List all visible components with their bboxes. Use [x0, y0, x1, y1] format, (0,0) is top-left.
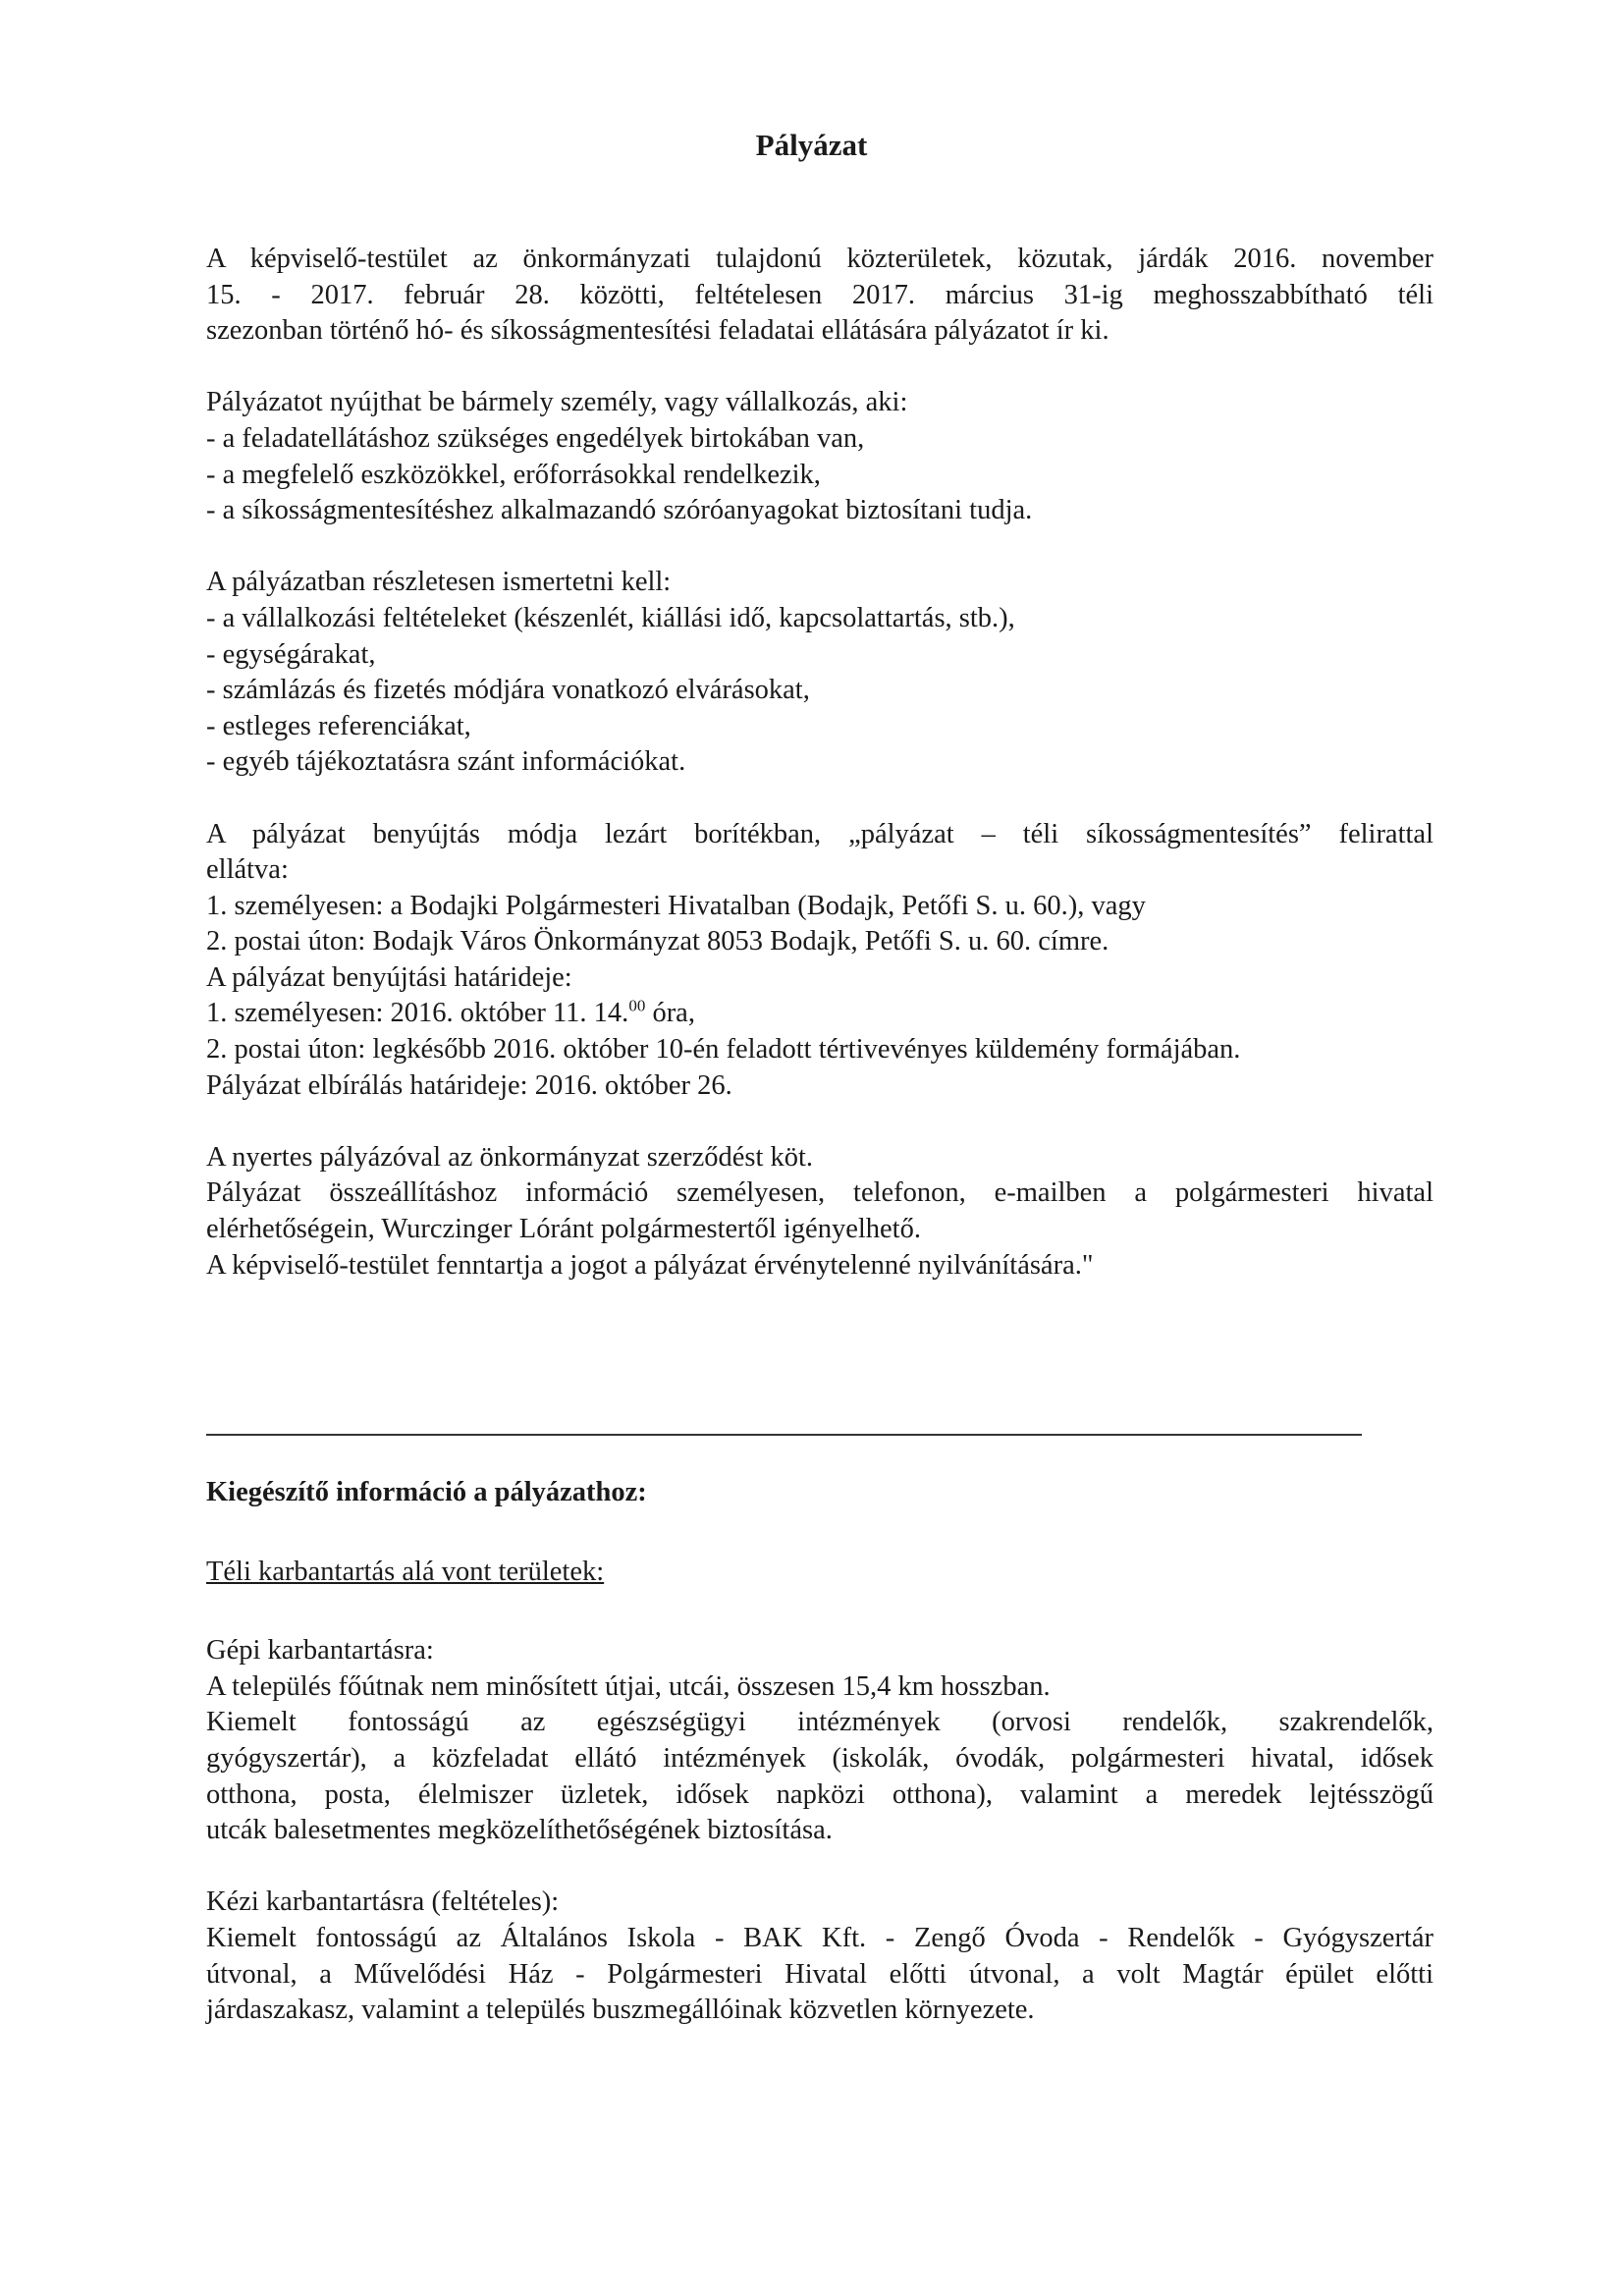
- details-item: - egységárakat,: [206, 638, 376, 670]
- details-item: - számlázás és fizetés módjára vonatkozó elvárásokat,: [206, 675, 810, 706]
- machine-maintenance-line: Kiemelt fontosságú az egészségügyi intézmények (orvosi rendelők, szakrendelők,: [206, 1707, 1434, 1738]
- closing-line: Pályázat összeállításhoz információ személyesen, telefonon, e-mailben a polgármesteri hivatal: [206, 1177, 1434, 1209]
- eligibility-lead: Pályázatot nyújthat be bármely személy, vagy vállalkozás, aki:: [206, 387, 908, 418]
- document-title: Pályázat: [755, 128, 868, 162]
- intro-line: szezonban történő hó- és síkosságmentesítési feladatai ellátására pályázatot ír ki.: [206, 315, 1109, 347]
- submission-method: 2. postai úton: Bodajk Város Önkormányzat 8053 Bodajk, Petőfi S. u. 60. címre.: [206, 926, 1109, 957]
- machine-maintenance-line: utcák balesetmentes megközelíthetőségének biztosítása.: [206, 1815, 833, 1846]
- submission-line: ellátva:: [206, 854, 289, 886]
- machine-maintenance-line: gyógyszertár), a közfeladat ellátó intézmények (iskolák, óvodák, polgármesteri hivatal, idősek: [206, 1742, 1434, 1774]
- deadline-personal: [206, 996, 1434, 1032]
- evaluation-deadline: Pályázat elbírálás határideje: 2016. október 26.: [206, 1069, 732, 1101]
- deadline-personal-suffix: óra,: [645, 998, 695, 1029]
- manual-maintenance-line: Kiemelt fontosságú az Általános Iskola - BAK Kft. - Zengő Óvoda - Rendelők - Gyógyszertár: [206, 1922, 1434, 1953]
- supplement-heading: Kiegészítő információ a pályázathoz:: [206, 1477, 647, 1507]
- section-divider: [206, 1434, 1362, 1436]
- deadline-personal-text: 1. személyesen: 2016. október 11. 14.: [206, 998, 629, 1029]
- machine-maintenance-label: Gépi karbantartásra:: [206, 1635, 434, 1667]
- manual-maintenance-line: járdaszakasz, valamint a település buszmegállóinak közvetlen környezete.: [206, 1995, 1035, 2026]
- eligibility-item: - a síkosságmentesítéshez alkalmazandó szóróanyagokat biztosítani tudja.: [206, 495, 1033, 526]
- closing-line: elérhetőségein, Wurczinger Lóránt polgármestertől igényelhető.: [206, 1214, 921, 1245]
- deadline-postal: 2. postai úton: legkésőbb 2016. október 10-én feladott tértivevényes küldemény formájában.: [206, 1034, 1241, 1066]
- submission-method: 1. személyesen: a Bodajki Polgármesteri Hivatalban (Bodajk, Petőfi S. u. 60.), vagy: [206, 890, 1146, 921]
- eligibility-item: - a feladatellátáshoz szükséges engedélyek birtokában van,: [206, 422, 865, 454]
- main-body: [206, 242, 1434, 1284]
- deadline-lead: A pályázat benyújtási határideje:: [206, 961, 572, 993]
- closing-line: A nyertes pályázóval az önkormányzat szerződést köt.: [206, 1141, 814, 1173]
- details-item: - estleges referenciákat,: [206, 710, 471, 741]
- submission-line: A pályázat benyújtás módja lezárt borítékban, „pályázat – téli síkosságmentesítés” felirattal: [206, 818, 1434, 849]
- intro-line: A képviselő-testület az önkormányzati tulajdonú közterületek, közutak, járdák 2016. november: [206, 244, 1434, 274]
- manual-maintenance-label: Kézi karbantartásra (feltételes):: [206, 1886, 560, 1918]
- manual-maintenance-line: útvonal, a Művelődési Ház - Polgármesteri Hivatal előtti útvonal, a volt Magtár épület előtti: [206, 1958, 1434, 1990]
- supplement-subheading: Téli karbantartás alá vont területek:: [206, 1556, 605, 1587]
- supplement-section: [206, 1475, 1434, 2029]
- machine-maintenance-line: otthona, posta, élelmiszer üzletek, idősek napközi otthona), valamint a meredek lejtésszögű: [206, 1778, 1434, 1810]
- machine-maintenance-line: A település főútnak nem minősített útjai, utcái, összesen 15,4 km hosszban.: [206, 1670, 1051, 1702]
- closing-line: A képviselő-testület fenntartja a jogot a pályázat érvénytelenné nyilvánítására.": [206, 1249, 1094, 1281]
- details-item: - egyéb tájékoztatásra szánt információkat.: [206, 746, 686, 778]
- details-lead: A pályázatban részletesen ismertetni kell:: [206, 567, 672, 598]
- deadline-minutes-superscript: 00: [628, 996, 646, 1015]
- eligibility-item: - a megfelelő eszközökkel, erőforrásokkal rendelkezik,: [206, 459, 821, 490]
- intro-line: 15. - 2017. február 28. közötti, feltételesen 2017. március 31-ig meghosszabbítható téli: [206, 279, 1434, 310]
- details-item: - a vállalkozási feltételeket (készenlét, kiállási idő, kapcsolattartás, stb.),: [206, 602, 1015, 633]
